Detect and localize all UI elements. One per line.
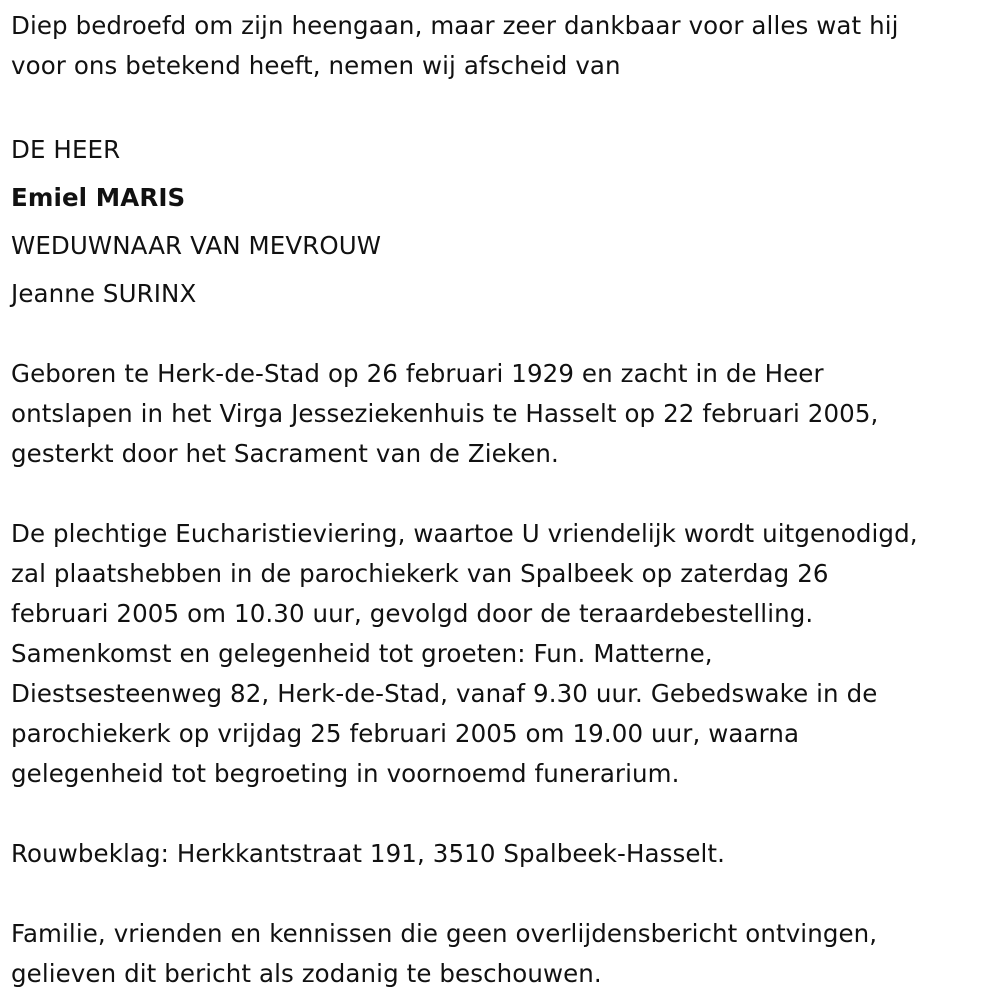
condolence-paragraph (11, 834, 991, 874)
spouse-name: Jeanne SURINX (11, 279, 197, 308)
ceremony-line: februari 2005 om 10.30 uur, gevolgd door de teraardebestelling. (11, 599, 814, 628)
ceremony-line: Samenkomst en gelegenheid tot groeten: Fun. Matterne, (11, 639, 713, 668)
intro-line: voor ons betekend heeft, nemen wij afscheid van (11, 51, 621, 80)
ceremony-line: zal plaatshebben in de parochiekerk van Spalbeek op zaterdag 26 (11, 559, 829, 588)
closing-line: Familie, vrienden en kennissen die geen overlijdensbericht ontvingen, (11, 919, 878, 948)
closing-paragraph (11, 914, 991, 994)
obituary-document (11, 6, 991, 994)
closing-line: gelieven dit bericht als zodanig te beschouwen. (11, 959, 602, 988)
intro-paragraph (11, 6, 991, 86)
deceased-name: Emiel MARIS (11, 183, 186, 212)
birth-death-paragraph (11, 354, 991, 474)
birth-death-line: Geboren te Herk-de-Stad op 26 februari 1929 en zacht in de Heer (11, 359, 824, 388)
deceased-title: DE HEER (11, 135, 121, 164)
birth-death-line: ontslapen in het Virga Jesseziekenhuis te Hasselt op 22 februari 2005, (11, 399, 879, 428)
birth-death-line: gesterkt door het Sacrament van de Zieken. (11, 439, 559, 468)
intro-line: Diep bedroefd om zijn heengaan, maar zeer dankbaar voor alles wat hij (11, 11, 899, 40)
ceremony-line: De plechtige Eucharistieviering, waartoe U vriendelijk wordt uitgenodigd, (11, 519, 918, 548)
deceased-block (11, 126, 991, 318)
ceremony-line: Diestsesteenweg 82, Herk-de-Stad, vanaf 9.30 uur. Gebedswake in de (11, 679, 878, 708)
ceremony-line: gelegenheid tot begroeting in voornoemd funerarium. (11, 759, 680, 788)
ceremony-paragraph (11, 514, 991, 794)
condolence-address: Rouwbeklag: Herkkantstraat 191, 3510 Spalbeek-Hasselt. (11, 839, 725, 868)
ceremony-line: parochiekerk op vrijdag 25 februari 2005 om 19.00 uur, waarna (11, 719, 800, 748)
deceased-relation: WEDUWNAAR VAN MEVROUW (11, 231, 382, 260)
